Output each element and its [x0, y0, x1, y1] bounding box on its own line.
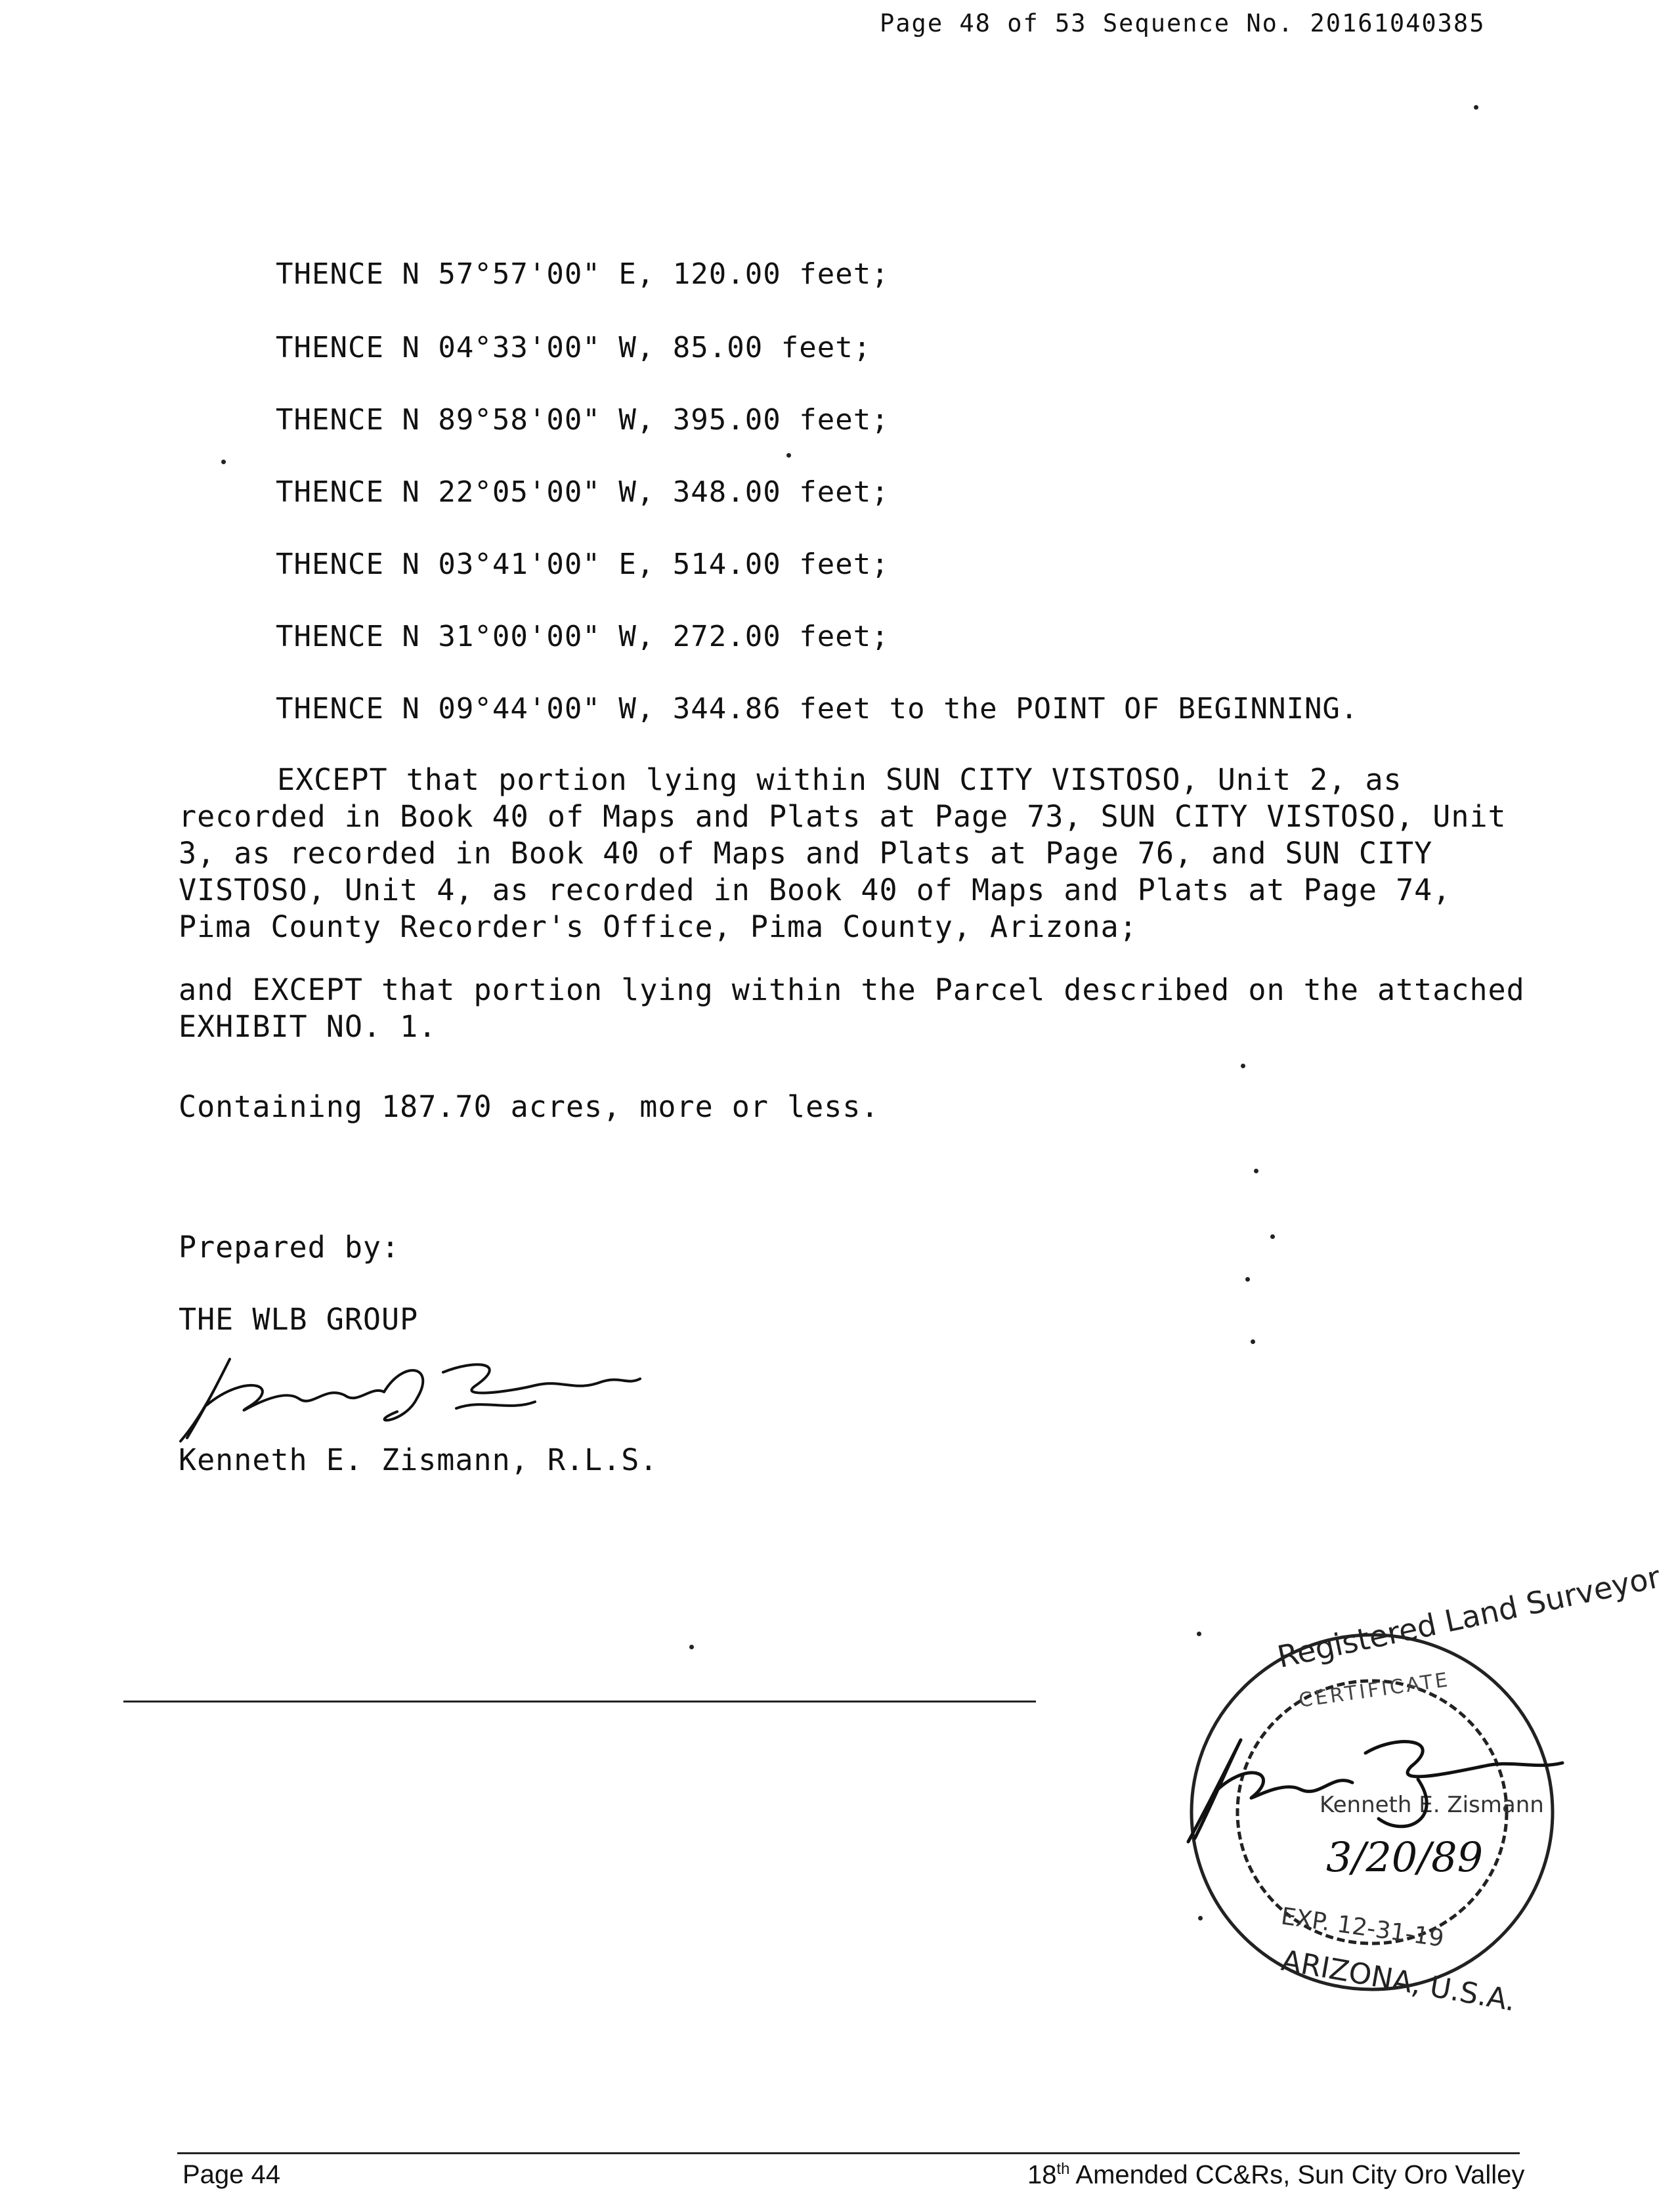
footer-page-number: Page 44 [183, 2160, 281, 2189]
footer-rule [177, 2152, 1520, 2154]
scan-speck [1197, 1632, 1201, 1636]
except-paragraph: EXCEPT that portion lying within SUN CITY VISTOSO, Unit 2, as recorded in Book 40 of Maps and Plats at Page 73, SUN CITY VISTOSO, Unit 3, as recorded in Book 40 of Maps and Plats at Page 76, and SUN CITY VISTOSO, Unit 4, as recorded in Book 40 of Maps and Plats at Page 74, Pima County Recorder's Office, Pima County, Arizona; [179, 762, 1507, 944]
scan-speck [221, 460, 226, 464]
and-except-paragraph: and EXCEPT that portion lying within the Parcel described on the attached EXHIBIT NO. 1. [179, 972, 1525, 1044]
course-line: THENCE N 09°44'00" W, 344.86 feet to the POINT OF BEGINNING. [276, 692, 1359, 726]
seal-bottom-text: ARIZONA, U.S.A. [1279, 1943, 1518, 2018]
scan-speck [1474, 105, 1478, 110]
course-line: THENCE N 89°58'00" W, 395.00 feet; [276, 403, 890, 437]
seal-expiry-text: EXP. 12-31-19 [1279, 1903, 1446, 1953]
seal-name-text: Kenneth E. Zismann [1320, 1792, 1544, 1818]
scan-speck [1254, 1169, 1258, 1173]
signature-rule [123, 1701, 1036, 1702]
course-line: THENCE N 03°41'00" E, 514.00 feet; [276, 548, 890, 581]
course-line: THENCE N 22°05'00" W, 348.00 feet; [276, 475, 890, 509]
scan-speck [786, 453, 791, 458]
prepared-by-label: Prepared by: [179, 1230, 400, 1265]
seal-certificate-text: CERTIFICATE [1297, 1668, 1452, 1712]
footer-title-ordinal: th [1056, 2160, 1070, 2178]
footer-title-number: 18 [1027, 2160, 1057, 2190]
page-sequence-header: Page 48 of 53 Sequence No. 20161040385 [880, 9, 1486, 37]
scan-speck [1241, 1064, 1245, 1068]
footer-title-text: Amended CC&Rs, Sun City Oro Valley [1069, 2160, 1525, 2190]
course-line: THENCE N 04°33'00" W, 85.00 feet; [276, 331, 872, 364]
scan-speck [1251, 1339, 1255, 1344]
scan-speck [1198, 1916, 1203, 1920]
course-line: THENCE N 31°00'00" W, 272.00 feet; [276, 620, 890, 653]
scan-speck [1270, 1234, 1275, 1239]
course-line: THENCE N 57°57'00" E, 120.00 feet; [276, 257, 890, 291]
signer-name: Kenneth E. Zismann, R.L.S. [179, 1442, 658, 1477]
handwritten-signature [167, 1346, 653, 1444]
surveyor-seal [1169, 1559, 1664, 2018]
seal-date: 3/20/89 [1326, 1833, 1484, 1881]
seal-top-text: Registered Land Surveyor [1274, 1559, 1664, 1675]
scan-speck [1245, 1277, 1250, 1282]
company-name: THE WLB GROUP [179, 1302, 419, 1337]
acreage-statement: Containing 187.70 acres, more or less. [179, 1089, 880, 1124]
scan-speck [689, 1645, 694, 1649]
footer-document-title [1027, 2160, 1524, 2190]
